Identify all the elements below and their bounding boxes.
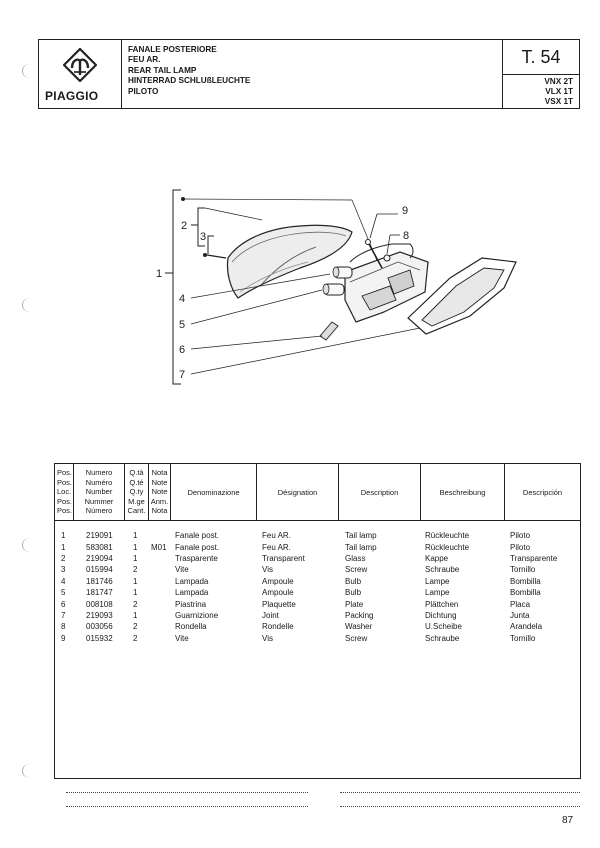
callout-8: 8	[403, 230, 410, 242]
table-row: 1 583081 1 M01 Fanale post. Feu AR. Tail lamp Rückleuchte Piloto	[61, 542, 531, 552]
callout-7: 7	[179, 369, 186, 381]
callout-3: 3	[200, 231, 207, 243]
logo-block	[39, 40, 122, 108]
table-header	[55, 464, 580, 521]
table-row: 6 008108 2 Piastrina Plaquette Plate Plättchen Placa	[61, 599, 531, 609]
table-row: 9 015932 2 Vite Vis Screw Schraube Tornillo	[61, 633, 536, 643]
table-row: 2 219094 1 Trasparente Transparent Glass Kappe Transparente	[61, 553, 558, 563]
exploded-parts-diagram	[0, 170, 600, 410]
col-description-header: Description	[339, 464, 421, 520]
model-item: VSX 1T	[544, 97, 573, 106]
table-body	[55, 521, 580, 644]
title-es: PILOTO	[128, 86, 159, 96]
binder-hole-mark	[22, 764, 37, 778]
col-denominazione-header: Denominazione	[171, 464, 257, 520]
table-row: 3 015994 2 Vite Vis Screw Schraube Tornillo	[61, 565, 536, 575]
callout-2: 2	[181, 220, 188, 232]
page-number: 87	[562, 815, 574, 826]
note-line	[66, 792, 308, 793]
part-titles	[122, 40, 502, 108]
table-row: 1 219091 1 Fanale post. Feu AR. Tail lamp Rückleuchte Piloto	[61, 531, 531, 541]
table-row: 5 181747 1 Lampada Ampoule Bulb Lampe Bombilla	[61, 588, 541, 598]
page-header	[38, 39, 580, 109]
note-line	[340, 806, 580, 807]
col-pos-header: Pos. Pos. Loc. Pos. Pos.	[55, 464, 74, 520]
col-beschreibung-header: Beschreibung	[421, 464, 505, 520]
binder-hole-mark	[22, 64, 37, 78]
title-it: FANALE POSTERIORE	[128, 45, 217, 54]
title-de: HINTERRAD SCHLUßLEUCHTE	[128, 76, 251, 86]
title-en: REAR TAIL LAMP	[128, 65, 197, 75]
piaggio-logo-icon	[63, 48, 97, 82]
table-row: 7 219093 1 Guarnizione Joint Packing Dichtung Junta	[61, 610, 530, 620]
col-number-header: Numero Numéro Number Nummer Número	[74, 464, 125, 520]
col-designation-header: Désignation	[257, 464, 339, 520]
model-item: VNX 2T	[544, 77, 573, 86]
callout-5: 5	[179, 319, 186, 331]
code-block	[502, 40, 579, 108]
table-row: 4 181746 1 Lampada Ampoule Bulb Lampe Bombilla	[61, 576, 541, 586]
title-fr: FEU AR.	[128, 55, 161, 65]
col-qty-header: Q.tà Q.té Q.ty M.ge Cant.	[125, 464, 149, 520]
model-list	[503, 75, 579, 107]
model-item: VLX 1T	[545, 87, 573, 96]
parts-table	[54, 463, 581, 779]
col-descripcion-header: Descripción	[522, 487, 563, 497]
binder-hole-mark	[22, 538, 37, 552]
note-line	[340, 792, 580, 793]
col-note-header: Nota Note Note Anm. Nota	[149, 464, 171, 520]
note-line	[66, 806, 308, 807]
callout-6: 6	[179, 344, 186, 356]
table-row: 8 003056 2 Rondella Rondelle Washer U.Scheibe Arandela	[61, 622, 543, 632]
callout-4: 4	[179, 293, 186, 305]
callout-9: 9	[402, 205, 409, 217]
callout-1: 1	[156, 268, 163, 280]
brand-name: PIAGGIO	[45, 89, 99, 103]
table-code: T. 54	[503, 40, 579, 75]
